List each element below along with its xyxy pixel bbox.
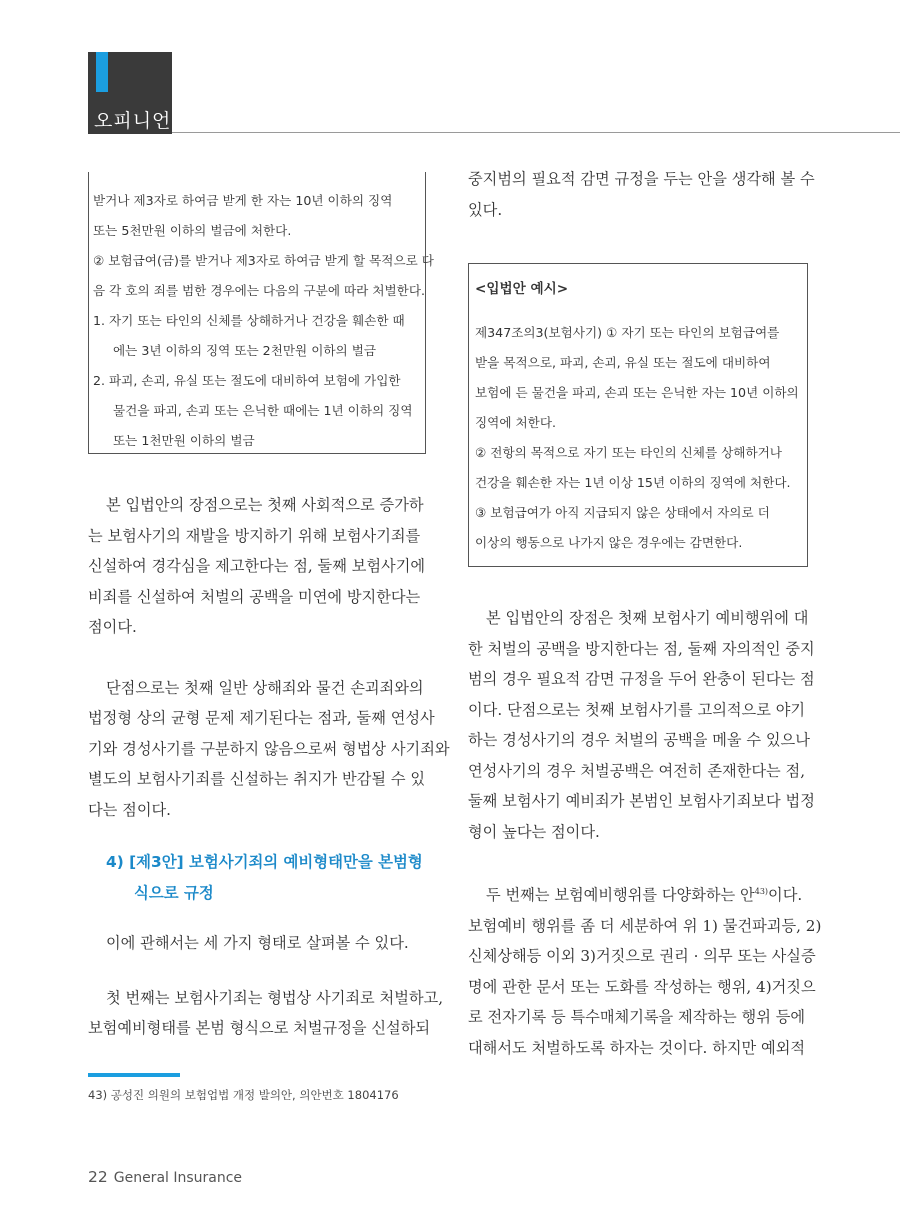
section-label: 오피니언: [94, 110, 172, 132]
box-line: 이상의 행동으로 나가지 않은 경우에는 감면한다.: [475, 535, 743, 550]
text-line: 중지범의 필요적 감면 규정을 두는 안을 생각해 볼 수: [468, 170, 815, 188]
box-line: 음 각 호의 죄를 범한 경우에는 다음의 구분에 따라 처벌한다.: [93, 283, 426, 298]
text-line: 이에 관해서는 세 가지 형태로 살펴볼 수 있다.: [106, 934, 409, 952]
box-line: 징역에 처한다.: [475, 415, 556, 430]
text-line: 다는 점이다.: [88, 800, 172, 819]
paragraph-continuation: [468, 164, 814, 225]
text-line: 연성사기의 경우 처벌공백은 여전히 존재한다는 점,: [468, 761, 806, 780]
section-accent-bar: [96, 52, 108, 92]
text-line: 기와 경성사기를 구분하지 않음으로써 형법상 사기죄와: [88, 739, 450, 758]
box-line: 건강을 훼손한 자는 1년 이상 15년 이하의 징역에 처한다.: [475, 475, 791, 490]
text-line: 단점으로는 첫째 일반 상해죄와 물건 손괴죄와의: [106, 678, 424, 697]
box-line: 물건을 파괴, 손괴 또는 은닉한 때에는 1년 이하의 징역: [113, 403, 413, 418]
text-line: 보험예비 행위를 좀 더 세분하여 위 1) 물건파괴등, 2): [468, 916, 822, 935]
text-line: 범의 경우 필요적 감면 규정을 두어 완충이 된다는 점: [468, 670, 815, 688]
header-rule: [172, 132, 900, 133]
heading-line: 식으로 규정: [134, 883, 214, 902]
box-line: 2. 파괴, 손괴, 유실 또는 절도에 대비하여 보험에 가입한: [93, 373, 401, 388]
text-line: 첫 번째는 보험사기죄는 형법상 사기죄로 처벌하고,: [106, 988, 444, 1007]
paragraph-second: [468, 877, 822, 1063]
footnote-text: 43) 공성진 의원의 보험업법 개정 발의안, 의안번호 1804176: [88, 1088, 399, 1102]
text-line: 대해서도 처벌하도록 하자는 것이다. 하지만 예외적: [468, 1038, 806, 1057]
text-fragment: 이다.: [768, 886, 803, 905]
box-title: <입법안 예시>: [475, 281, 569, 297]
box-line: 받거나 제3자로 하여금 받게 한 자는 10년 이하의 징역: [93, 193, 393, 208]
paragraph-first: [88, 983, 444, 1044]
box-line: 또는 5천만원 이하의 벌금에 처한다.: [93, 223, 292, 238]
text-line: 비죄를 신설하여 처벌의 공백을 미연에 방지한다는: [88, 587, 421, 606]
law-text-box: [88, 172, 434, 454]
paragraph-advantages: [88, 490, 434, 643]
page-number: 22: [88, 1168, 108, 1186]
magazine-name: General Insurance: [113, 1170, 243, 1186]
text-line: 형이 높다는 점이다.: [468, 822, 600, 841]
paragraph-disadvantages: [88, 673, 450, 826]
text-line: [468, 877, 814, 911]
bill-example-box: [468, 263, 808, 567]
text-line: 점이다.: [88, 618, 137, 636]
left-column: [88, 162, 450, 1044]
text-line: 본 입법안의 장점은 첫째 보험사기 예비행위에 대: [486, 609, 809, 627]
text-line: 한 처벌의 공백을 방지한다는 점, 둘째 자의적인 중지: [468, 639, 815, 658]
footnote-ref[interactable]: 43): [754, 887, 769, 896]
box-line: 또는 1천만원 이하의 벌금: [113, 433, 255, 448]
box-line: 1. 자기 또는 타인의 신체를 상해하거나 건강을 훼손한 때: [93, 313, 405, 328]
text-line: 이다. 단점으로는 첫째 보험사기를 고의적으로 야기: [468, 700, 806, 719]
paragraph-intro: [88, 928, 434, 959]
text-fragment: 두 번째는 보험예비행위를 다양화하는 안: [486, 886, 755, 905]
box-line: 제347조의3(보험사기) ① 자기 또는 타인의 보험급여를: [475, 325, 780, 340]
box-line: ② 전항의 목적으로 자기 또는 타인의 신체를 상해하거나: [475, 445, 782, 460]
page-footer: [88, 1168, 242, 1186]
box-line: ③ 보험급여가 아직 지급되지 않은 상태에서 자의로 더: [475, 505, 770, 520]
paragraph-pros-cons: [468, 603, 814, 847]
box-line: ② 보험급여(금)를 받거나 제3자로 하여금 받게 할 목적으로 다: [93, 253, 434, 268]
text-line: 신체상해등 이외 3)거짓으로 권리 · 의무 또는 사실증: [468, 947, 816, 966]
box-line: 받을 목적으로, 파괴, 손괴, 유실 또는 절도에 대비하여: [475, 355, 771, 370]
text-line: 로 전자기록 등 특수매체기록을 제작하는 행위 등에: [468, 1008, 806, 1027]
box-line: 에는 3년 이하의 징역 또는 2천만원 이하의 벌금: [113, 343, 377, 358]
section-heading: [88, 847, 434, 908]
text-line: 하는 경성사기의 경우 처벌의 공백을 메울 수 있으나: [468, 731, 810, 749]
box-line: 보험에 든 물건을 파괴, 손괴 또는 은닉한 자는 10년 이하의: [475, 385, 799, 400]
text-line: 는 보험사기의 재발을 방지하기 위해 보험사기죄를: [88, 526, 421, 545]
right-column: [468, 162, 822, 1063]
text-line: 본 입법안의 장점으로는 첫째 사회적으로 증가하: [106, 496, 424, 514]
text-line: 보험예비형태를 본범 형식으로 처벌규정을 신설하되: [88, 1019, 431, 1037]
text-line: 명에 관한 문서 또는 도화를 작성하는 행위, 4)거짓으: [468, 977, 816, 996]
text-line: 법정형 상의 균형 문제 제기된다는 점과, 둘째 연성사: [88, 709, 435, 727]
text-line: 별도의 보험사기죄를 신설하는 취지가 반감될 수 있: [88, 770, 426, 788]
text-line: 둘째 보험사기 예비죄가 본범인 보험사기죄보다 법정: [468, 792, 815, 810]
footnote-rule: [88, 1073, 180, 1077]
heading-line: 4) [제3안] 보험사기죄의 예비형태만을 본범형: [106, 853, 423, 871]
text-line: 신설하여 경각심을 제고한다는 점, 둘째 보험사기에: [88, 557, 426, 575]
text-line: 있다.: [468, 200, 503, 219]
